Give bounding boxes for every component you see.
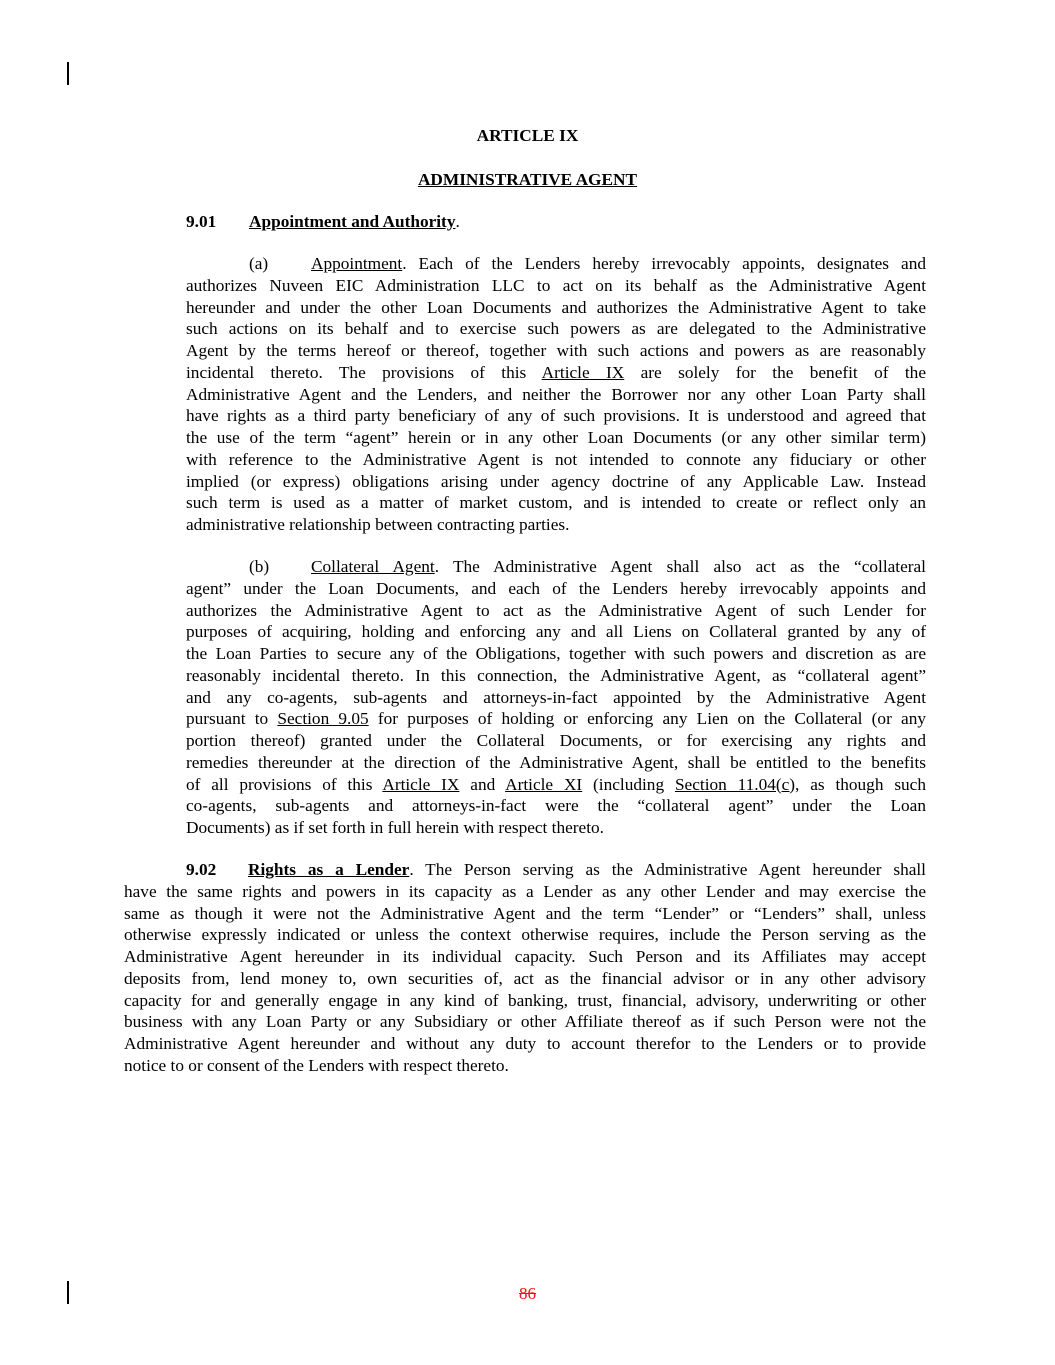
paragraph-line: co-agents, sub-agents and attorneys-in-fact were the “collateral agent” under the Loan [186, 796, 926, 816]
text-run: for purposes of holding or enforcing any Lien on the Collateral (or any [368, 709, 926, 729]
paragraph-line: such term is used as a matter of market custom, and is intended to create or reflect only an [186, 493, 926, 513]
paragraph-line: otherwise expressly indicated or unless the context otherwise requires, include the Person serving as the [124, 925, 926, 945]
paragraph-b-title: Collateral Agent [311, 557, 435, 576]
paragraph-line: and any co-agents, sub-agents and attorneys-in-fact appointed by the Administrative Agent [186, 687, 926, 707]
paragraph-line: Administrative Agent hereunder in its individual capacity. Such Person and its Affiliates may accept [124, 947, 926, 966]
section-902-number: 9.02 [186, 860, 217, 879]
section-1104c-reference[interactable]: Section 11.04(c) [674, 774, 796, 794]
text-run: (including [582, 774, 675, 794]
paragraph-a-label: (a) [249, 254, 269, 273]
paragraph-line: portion thereof) granted under the Collateral Documents, or for exercising any rights and [186, 731, 926, 750]
change-bar-top [67, 62, 69, 85]
section-901-heading [186, 211, 460, 233]
section-901-title: Appointment and Authority [249, 212, 456, 231]
paragraph-line: hereunder and under the other Loan Documents and authorizes the Administrative Agent to take [186, 297, 926, 317]
paragraph-line: Administrative Agent and the Lenders, and neither the Borrower nor any other Loan Party shall [186, 384, 926, 404]
paragraph-b-label: (b) [249, 557, 270, 576]
paragraph-line: implied (or express) obligations arising under agency doctrine of any Applicable Law. Instead [186, 471, 926, 491]
paragraph-line: purposes of acquiring, holding and enforcing any and all Liens on Collateral granted by any of [186, 622, 926, 642]
paragraph-line [186, 774, 926, 796]
text-run: . The Person serving as the Administrative Agent hereunder shall [409, 860, 926, 879]
text-run: of all provisions of this [186, 774, 383, 794]
paragraph-line [186, 556, 926, 578]
paragraph-line: the use of the term “agent” herein or in any other Loan Documents (or any other similar term) [186, 428, 926, 447]
article-subtitle [0, 169, 1055, 191]
paragraph-line: same as though it were not the Administrative Agent and the term “Lender” or “Lenders” shall, unless [124, 903, 926, 923]
paragraph-line: capacity for and generally engage in any kind of banking, trust, financial, advisory, underwriting or other [124, 990, 926, 1010]
paragraph-line: agent” under the Loan Documents, and each of the Lenders hereby irrevocably appoints and [186, 578, 926, 598]
article-ix-reference[interactable]: Article IX [382, 774, 460, 794]
article-subtitle-text: ADMINISTRATIVE AGENT [417, 170, 638, 189]
paragraph-b [186, 556, 926, 839]
paragraph-line [186, 708, 926, 730]
paragraph-line [186, 253, 926, 275]
paragraph-line: Administrative Agent hereunder and without any duty to account therefor to the Lenders or to provide [124, 1034, 926, 1053]
paragraph-line [186, 362, 926, 384]
section-902-paragraph [124, 859, 926, 1077]
paragraph-line: the Loan Parties to secure any of the Obligations, together with such powers and discretion as are [186, 644, 926, 663]
paragraph-line: authorizes the Administrative Agent to act as the Administrative Agent of such Lender for [186, 600, 926, 620]
article-ix-reference[interactable]: Article IX [541, 362, 625, 382]
paragraph-line: reasonably incidental thereto. In this connection, the Administrative Agent, as “collateral agent” [186, 665, 926, 685]
paragraph-line: business with any Loan Party or any Subsidiary or other Affiliate thereof as if such Person were not the [124, 1012, 926, 1032]
text-run: incidental thereto. The provisions of this [186, 362, 542, 382]
section-905-reference[interactable]: Section 9.05 [277, 709, 369, 729]
section-901-number: 9.01 [186, 212, 217, 231]
paragraph-line: Documents) as if set forth in full herein with respect thereto. [186, 818, 604, 837]
text-run: , as though such [795, 774, 926, 794]
paragraph-line [124, 859, 926, 881]
paragraph-line: such actions on its behalf and to exercise such powers as are delegated to the Administrative [186, 319, 926, 339]
paragraph-line: administrative relationship between contracting parties. [186, 515, 570, 534]
section-902-title: Rights as a Lender [248, 860, 410, 879]
article-xi-reference[interactable]: Article XI [505, 774, 583, 794]
text-run: are solely for the benefit of the [624, 362, 926, 382]
page-number: 86 [519, 1284, 536, 1303]
paragraph-line: notice to or consent of the Lenders with respect thereto. [124, 1055, 509, 1075]
paragraph-line: with reference to the Administrative Agent is not intended to connote any fiduciary or other [186, 449, 926, 469]
paragraph-a-title: Appointment [311, 254, 403, 273]
text-run: . Each of the Lenders hereby irrevocably appoints, designates and [402, 254, 926, 273]
paragraph-line: have the same rights and powers in its capacity as a Lender as any other Lender and may exercise the [124, 881, 926, 901]
paragraph-line: authorizes Nuveen EIC Administration LLC to act on its behalf as the Administrative Agent [186, 275, 926, 295]
paragraph-line: deposits from, lend money to, own securities of, act as the financial advisor or in any other advisory [124, 968, 926, 988]
article-title: ARTICLE IX [476, 126, 579, 145]
paragraph-line: have rights as a third party beneficiary of any of such provisions. It is understood and agreed that [186, 406, 926, 426]
paragraph-a [186, 253, 926, 536]
section-901-punct: . [455, 212, 460, 231]
text-run: and [459, 774, 506, 794]
text-run: . The Administrative Agent shall also act as the “collateral [434, 557, 926, 576]
paragraph-line: remedies thereunder at the direction of the Administrative Agent, shall be entitled to the benefits [186, 752, 926, 772]
text-run: pursuant to [186, 709, 278, 729]
paragraph-line: Agent by the terms hereof or thereof, together with such actions and powers as are reasonably [186, 341, 926, 360]
